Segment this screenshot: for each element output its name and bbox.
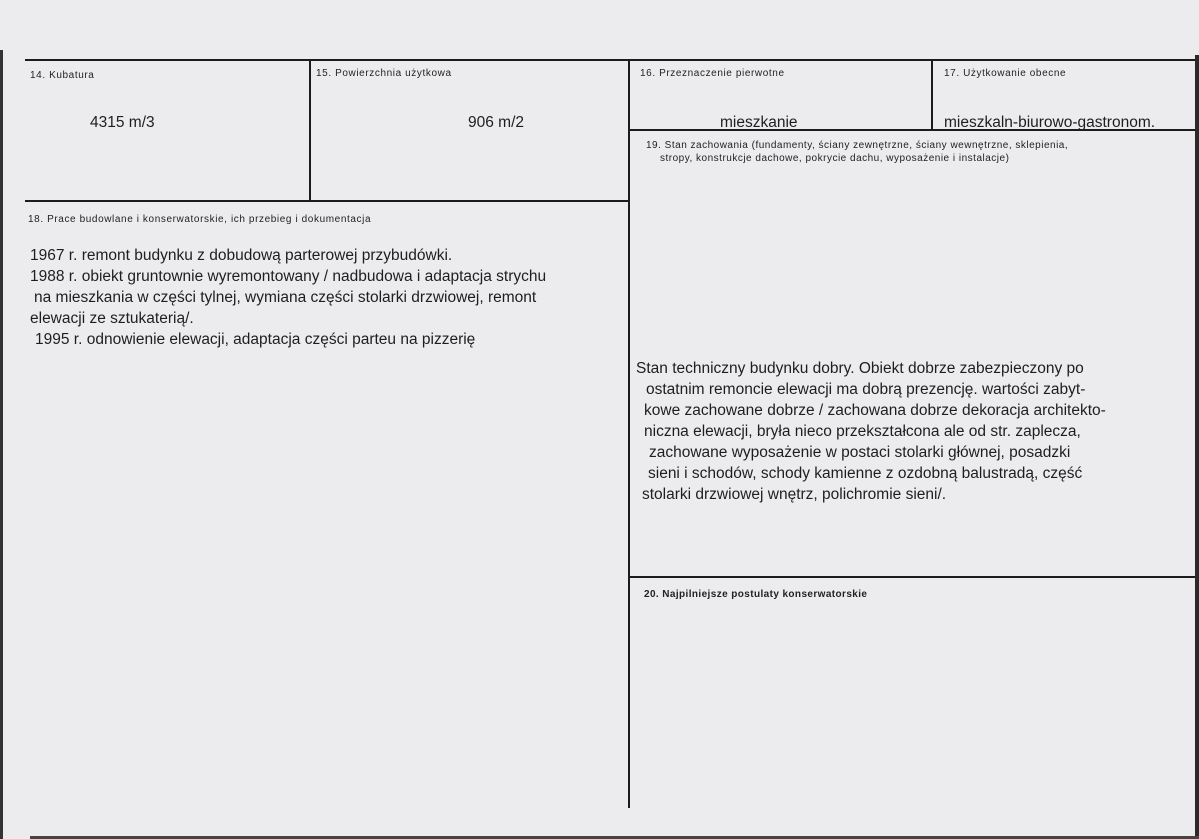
field-15-label: 15. Powierzchnia użytkowa [316,68,452,79]
field-14-label: 14. Kubatura [30,70,95,81]
field-16-value: mieszkanie [720,114,798,131]
divider-center [628,60,630,808]
field-19-line: kowe zachowane dobrze / zachowana dobrze dekoracja architekto- [644,402,1106,419]
field-18-line: 1988 r. obiekt gruntownie wyremontowany / nadbudowa i adaptacja strychu [30,268,547,285]
field-18-line: 1995 r. odnowienie elewacji, adaptacja części parteu na pizzerię [35,331,476,348]
top-rule [25,59,1195,61]
field-18-line: na mieszkania w części tylnej, wymiana części stolarki drzwiowej, remont [34,289,537,306]
field-19-line: niczna elewacji, bryła nieco przekształcona ale od str. zaplecza, [644,423,1081,440]
field-17-label: 17. Użytkowanie obecne [944,68,1067,79]
field-19-line: Stan techniczny budynku dobry. Obiekt dobrze zabezpieczony po [636,360,1084,377]
divider-14-15 [309,60,311,200]
field-20-label: 20. Najpilniejsze postulaty konserwatorskie [644,589,868,600]
field-19-label: 19. Stan zachowania (fundamenty, ściany zewnętrzne, ściany wewnętrzne, sklepienia, [646,140,1069,151]
rule-above-20 [629,576,1195,578]
field-19-line: stolarki drzwiowej wnętrz, polichromie sieni/. [642,486,947,503]
field-18-line: 1967 r. remont budynku z dobudową parterowej przybudówki. [30,247,453,264]
field-19-text [636,358,1106,505]
scan-edge-right [1195,55,1199,839]
field-14-value: 4315 m/3 [90,114,155,131]
field-19-label-cont: stropy, konstrukcje dachowe, pokrycie dachu, wyposażenie i instalacje) [660,153,1010,164]
field-15-value: 906 m/2 [468,114,525,131]
field-18-line: elewacji ze sztukaterią/. [30,310,194,327]
field-16-label: 16. Przeznaczenie pierwotne [640,68,785,79]
field-18-text [30,245,546,350]
field-19-line: ostatnim remoncie elewacji ma dobrą prezencję. wartości zabyt- [646,381,1086,398]
rule-below-14-15 [25,200,629,202]
field-19-line: zachowane wyposażenie w postaci stolarki głównej, posadzki [649,444,1071,461]
divider-16-17 [931,60,933,130]
field-17-value: mieszkaln-biurowo-gastronom. [944,114,1156,131]
field-18-label: 18. Prace budowlane i konserwatorskie, ich przebieg i dokumentacja [28,214,372,225]
field-19-line: sieni i schodów, schody kamienne z ozdobną balustradą, część [648,465,1083,482]
scan-edge-left [0,50,3,839]
